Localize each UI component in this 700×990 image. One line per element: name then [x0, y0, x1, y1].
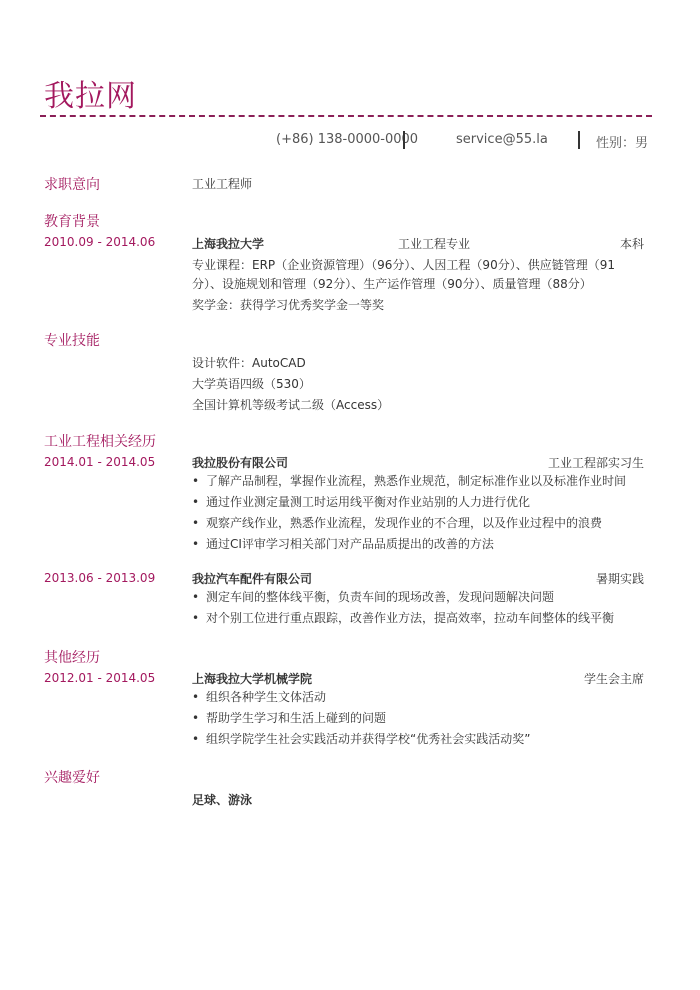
skill-item: 大学英语四级（530）: [192, 377, 311, 391]
education-courses-line2: 分）、设施规划和管理（92分）、生产运作管理（90分）、质量管理（88分）: [192, 277, 592, 291]
job-date: 2013.06 - 2013.09: [44, 571, 156, 585]
job-company: 我拉股份有限公司: [192, 456, 289, 470]
applicant-name: 我拉网: [44, 79, 137, 114]
section-title-skills: 专业技能: [44, 333, 100, 349]
job-bullet: • 通过CI评审学习相关部门对产品品质提出的改善的方法: [192, 534, 626, 555]
job-date: 2014.01 - 2014.05: [44, 455, 156, 469]
other-date: 2012.01 - 2014.05: [44, 671, 156, 685]
job-bullet-list: [192, 471, 626, 555]
other-org: 上海我拉大学机械学院: [192, 672, 313, 686]
job-bullet: • 了解产品制程，掌握作业流程，熟悉作业规范，制定标准作业以及标准作业时间: [192, 471, 626, 492]
section-title-hobbies: 兴趣爱好: [44, 770, 100, 786]
skill-item: 全国计算机等级考试二级（Access）: [192, 398, 390, 412]
job-bullet: • 通过作业测定量测工时运用线平衡对作业站别的人力进行优化: [192, 492, 626, 513]
job-bullet: • 对个别工位进行重点跟踪，改善作业方法，提高效率，拉动车间整体的线平衡: [192, 608, 614, 629]
other-role: 学生会主席: [583, 672, 644, 686]
education-courses-line1: 专业课程：ERP（企业资源管理）（96分）、人因工程（90分）、供应链管理（91: [192, 258, 615, 272]
education-award: 奖学金：获得学习优秀奖学金一等奖: [192, 298, 385, 312]
header-divider: [40, 115, 652, 117]
skill-item: 设计软件：AutoCAD: [192, 356, 306, 370]
hobbies-value: 足球、游泳: [192, 793, 253, 807]
education-school: 上海我拉大学: [192, 237, 265, 251]
phone-number: (+86) 138-0000-0000: [276, 132, 419, 147]
other-bullet: • 帮助学生学习和生活上碰到的问题: [192, 708, 530, 729]
other-bullet: • 组织学院学生社会实践活动并获得学校“优秀社会实践活动奖”: [192, 729, 530, 750]
contact-separator: [403, 131, 405, 149]
job-role: 暑期实践: [595, 572, 644, 586]
section-title-experience: 工业工程相关经历: [44, 434, 156, 450]
section-title-other: 其他经历: [44, 650, 100, 666]
education-date: 2010.09 - 2014.06: [44, 235, 156, 249]
other-bullet: • 组织各种学生文体活动: [192, 687, 530, 708]
job-role: 工业工程部实习生: [547, 456, 644, 470]
job-bullet: • 观察产线作业，熟悉作业流程，发现作业的不合理，以及作业过程中的浪费: [192, 513, 626, 534]
job-bullet-list: [192, 587, 614, 629]
objective-value: 工业工程师: [192, 177, 253, 191]
section-title-objective: 求职意向: [44, 177, 100, 193]
contact-separator: [578, 131, 580, 149]
email-address: service@55.la: [456, 132, 548, 147]
section-title-education: 教育背景: [44, 214, 100, 230]
gender: 性别：男: [596, 136, 649, 151]
job-company: 我拉汽车配件有限公司: [192, 572, 313, 586]
education-degree: 本科: [619, 237, 644, 251]
education-major: 工业工程专业: [398, 237, 471, 251]
other-bullet-list: [192, 687, 530, 750]
job-bullet: • 测定车间的整体线平衡，负责车间的现场改善，发现问题解决问题: [192, 587, 614, 608]
